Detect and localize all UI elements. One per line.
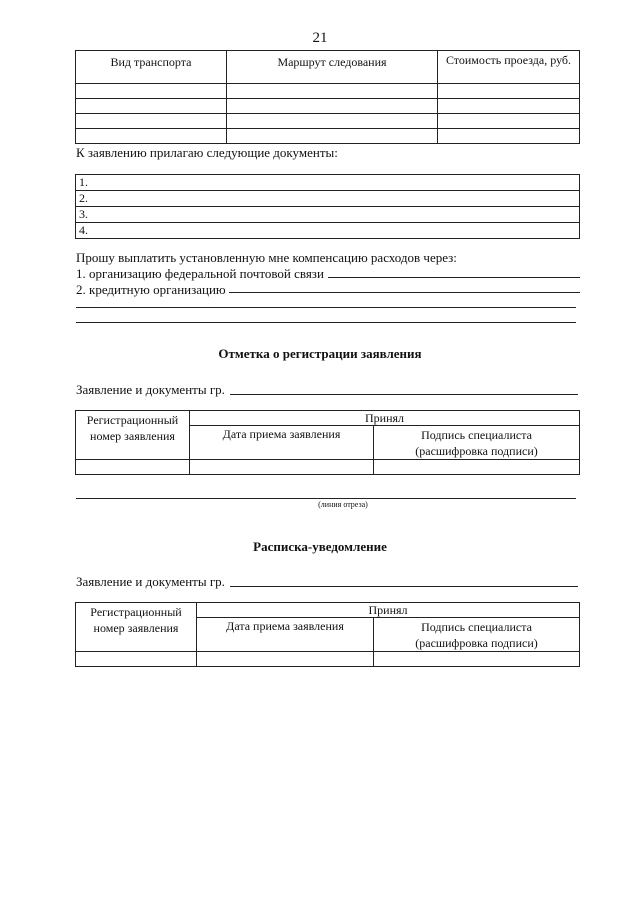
date-cell[interactable] [190,460,374,475]
registration-citizen-field[interactable] [230,394,578,395]
cut-line-label: (линия отреза) [318,500,368,509]
table-cell[interactable] [438,99,580,114]
list-item [76,175,580,191]
table-header-row [76,603,580,618]
col-cost: Стоимость проезда, руб. [438,51,580,84]
table-row [76,114,580,129]
document-item-3[interactable]: 3. [76,207,580,223]
table-cell[interactable] [76,99,227,114]
table-cell[interactable] [438,129,580,144]
signature-cell[interactable] [374,460,580,475]
payment-option-bank: 2. кредитную организацию [76,282,226,297]
list-item [76,191,580,207]
document-item-4[interactable]: 4. [76,223,580,239]
page-number: 21 [312,30,328,46]
reg-number-header: Регистрационный номер заявления [76,603,197,652]
table-header-row [76,411,580,426]
date-cell[interactable] [197,652,374,667]
receipt-table [75,602,580,667]
signature-header: Подпись специалиста (расшифровка подписи) [374,426,580,460]
table-cell[interactable] [76,84,227,99]
signature-header: Подпись специалиста (расшифровка подписи) [374,618,580,652]
date-header: Дата приема заявления [190,426,374,460]
date-header: Дата приема заявления [197,618,374,652]
transport-table [75,50,580,144]
reg-number-header: Регистрационный номер заявления [76,411,190,460]
table-header-row [76,51,580,84]
table-cell[interactable] [227,99,438,114]
table-row [76,84,580,99]
accepted-header: Принял [190,411,580,426]
table-cell[interactable] [227,114,438,129]
receipt-citizen-field[interactable] [230,586,578,587]
payment-intro: Прошу выплатить установленную мне компенсацию расходов через: [76,250,457,265]
documents-intro: К заявлению прилагаю следующие документы: [76,145,338,160]
list-item [76,207,580,223]
document-item-1[interactable]: 1. [76,175,580,191]
bank-field-line-2[interactable] [76,307,576,308]
table-cell[interactable] [76,114,227,129]
receipt-title: Расписка-уведомление [253,539,387,554]
table-cell[interactable] [76,129,227,144]
table-row [76,460,580,475]
col-route: Маршрут следования [227,51,438,84]
bank-field[interactable] [229,292,580,293]
list-item [76,223,580,239]
registration-table [75,410,580,475]
table-cell[interactable] [438,84,580,99]
table-cell[interactable] [438,114,580,129]
table-row [76,99,580,114]
registration-title: Отметка о регистрации заявления [218,346,422,361]
table-cell[interactable] [227,84,438,99]
table-row [76,652,580,667]
table-cell[interactable] [227,129,438,144]
cut-line [76,498,576,499]
receipt-statement: Заявление и документы гр. [76,574,225,589]
table-row [76,129,580,144]
accepted-header: Принял [197,603,580,618]
reg-number-cell[interactable] [76,652,197,667]
post-office-field[interactable] [328,277,580,278]
signature-cell[interactable] [374,652,580,667]
reg-number-cell[interactable] [76,460,190,475]
bank-field-line-3[interactable] [76,322,576,323]
registration-statement: Заявление и документы гр. [76,382,225,397]
document-item-2[interactable]: 2. [76,191,580,207]
documents-table [75,174,580,239]
col-transport-type: Вид транспорта [76,51,227,84]
payment-option-post: 1. организацию федеральной почтовой связи [76,266,324,281]
